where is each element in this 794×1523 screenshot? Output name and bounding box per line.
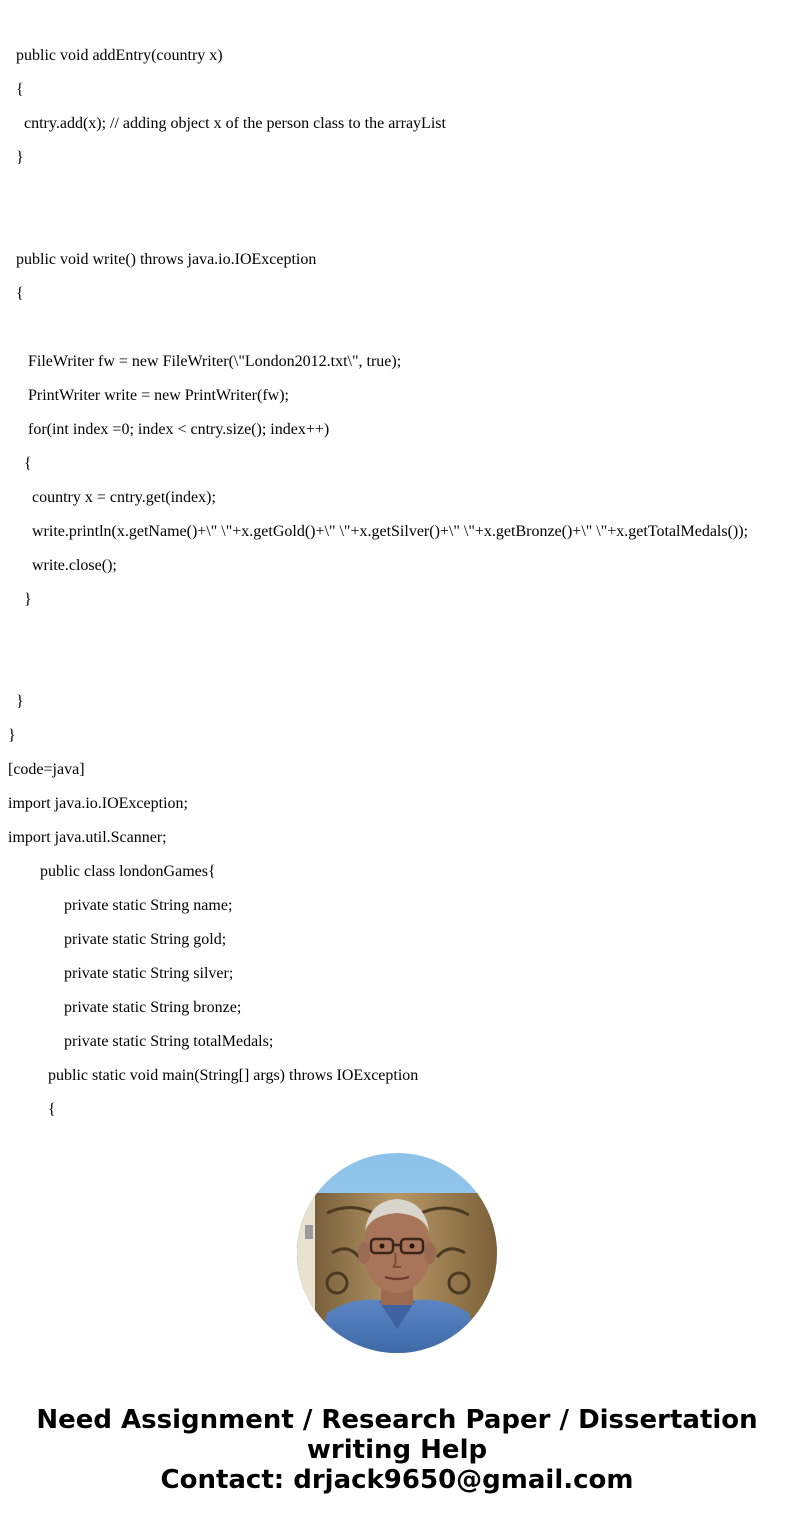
code-line: private static String totalMedals;: [64, 1033, 274, 1050]
code-line: }: [16, 149, 24, 166]
code-line: }: [16, 693, 24, 710]
code-line: {: [48, 1101, 56, 1118]
code-line: country x = cntry.get(index);: [32, 489, 216, 506]
code-line: }: [24, 591, 32, 608]
person-photo-icon: [297, 1153, 497, 1353]
code-line: }: [8, 727, 16, 744]
code-line: private static String bronze;: [64, 999, 242, 1016]
code-line: FileWriter fw = new FileWriter(\"London2012.txt\", true);: [28, 353, 402, 370]
code-line: import java.io.IOException;: [8, 795, 188, 812]
code-line: public class londonGames{: [40, 863, 216, 880]
promo-line-1: Need Assignment / Research Paper / Dissertation: [36, 1405, 758, 1435]
code-line: private static String silver;: [64, 965, 234, 982]
code-line: {: [16, 81, 24, 98]
code-line: write.println(x.getName()+\" \"+x.getGold()+\" \"+x.getSilver()+\" \"+x.getBronze()+\" \"+x.getTotalMedals());: [32, 523, 749, 540]
code-line: cntry.add(x); // adding object x of the person class to the arrayList: [24, 115, 446, 132]
code-line: {: [24, 455, 32, 472]
author-avatar: [297, 1153, 497, 1353]
promo-line-2: writing Help: [306, 1435, 488, 1465]
code-line: public void addEntry(country x): [16, 47, 223, 64]
code-line: {: [16, 285, 24, 302]
code-line: for(int index =0; index < cntry.size(); index++): [28, 421, 330, 438]
code-line: private static String gold;: [64, 931, 227, 948]
code-line: [code=java]: [8, 761, 85, 778]
code-line: PrintWriter write = new PrintWriter(fw);: [28, 387, 289, 404]
code-line: write.close();: [32, 557, 117, 574]
code-line: public static void main(String[] args) throws IOException: [48, 1067, 419, 1084]
promo-contact: Contact: drjack9650@gmail.com: [160, 1465, 634, 1495]
code-line: import java.util.Scanner;: [8, 829, 167, 846]
code-line: public void write() throws java.io.IOException: [16, 251, 317, 268]
code-line: private static String name;: [64, 897, 233, 914]
